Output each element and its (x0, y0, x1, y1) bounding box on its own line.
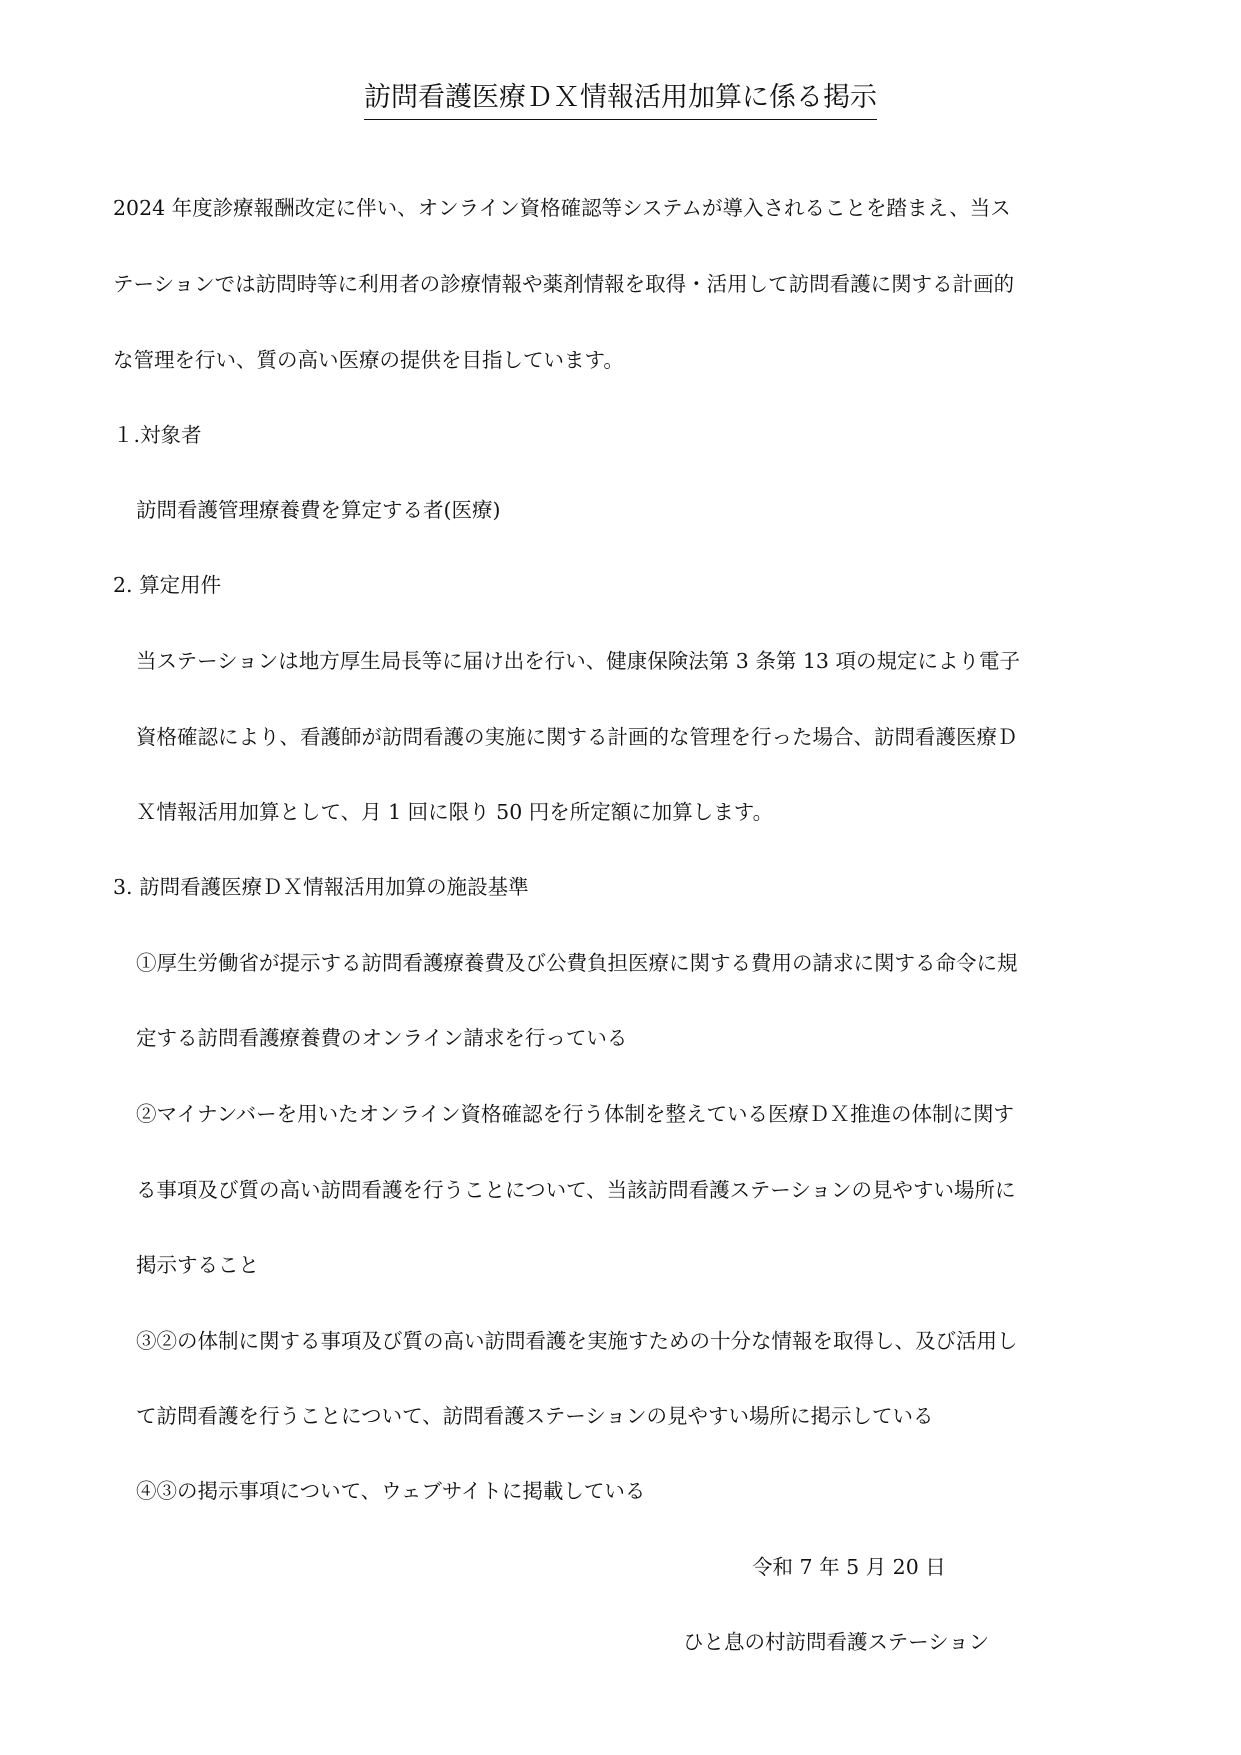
section1-body-line-1: 訪問看護管理療養費を算定する者(医療) (136, 498, 501, 522)
section3-heading: 3. 訪問看護医療ＤＸ情報活用加算の施設基準 (113, 875, 529, 899)
document-date: 令和 7 年 5 月 20 日 (752, 1555, 946, 1579)
section3-body-line-4: る事項及び質の高い訪問看護を行うことについて、当該訪問看護ステーションの見やすい場所に (136, 1178, 1016, 1202)
section1-heading: １.対象者 (113, 423, 202, 447)
section2-body-line-1: 当ステーションは地方厚生局長等に届け出を行い、健康保険法第 3 条第 13 項の規定により電子 (136, 649, 1020, 673)
section3-body-line-6: ③②の体制に関する事項及び質の高い訪問看護を実施すための十分な情報を取得し、及び活用し (136, 1329, 1018, 1353)
section3-body-line-5: 掲示すること (136, 1253, 259, 1277)
intro-line-1: 2024 年度診療報酬改定に伴い、オンライン資格確認等システムが導入されることを踏まえ、当ス (113, 196, 1011, 220)
document-title-row (0, 78, 1241, 120)
section2-body-line-3: Ｘ情報活用加算として、月 1 回に限り 50 円を所定額に加算します。 (136, 800, 774, 824)
intro-line-3: な管理を行い、質の高い医療の提供を目指しています。 (113, 348, 624, 372)
section3-body-line-8: ④③の掲示事項について、ウェブサイトに掲載している (136, 1479, 646, 1503)
section3-body-line-7: て訪問看護を行うことについて、訪問看護ステーションの見やすい場所に掲示している (136, 1404, 934, 1428)
section2-body-line-2: 資格確認により、看護師が訪問看護の実施に関する計画的な管理を行った場合、訪問看護医療Ｄ (136, 725, 1018, 749)
intro-line-2: テーションでは訪問時等に利用者の診療情報や薬剤情報を取得・活用して訪問看護に関する計画的 (113, 272, 1015, 296)
section2-heading: 2. 算定用件 (113, 573, 222, 597)
document-title: 訪問看護医療ＤＸ情報活用加算に係る掲示 (364, 78, 877, 120)
section3-body-line-1: ①厚生労働省が提示する訪問看護療養費及び公費負担医療に関する費用の請求に関する命令に規 (136, 951, 1018, 975)
section3-body-line-2: 定する訪問看護療養費のオンライン請求を行っている (136, 1026, 628, 1050)
section3-body-line-3: ②マイナンバーを用いたオンライン資格確認を行う体制を整えている医療ＤＸ推進の体制に関す (136, 1102, 1015, 1126)
organization-name: ひと息の村訪問看護ステーション (683, 1630, 990, 1654)
